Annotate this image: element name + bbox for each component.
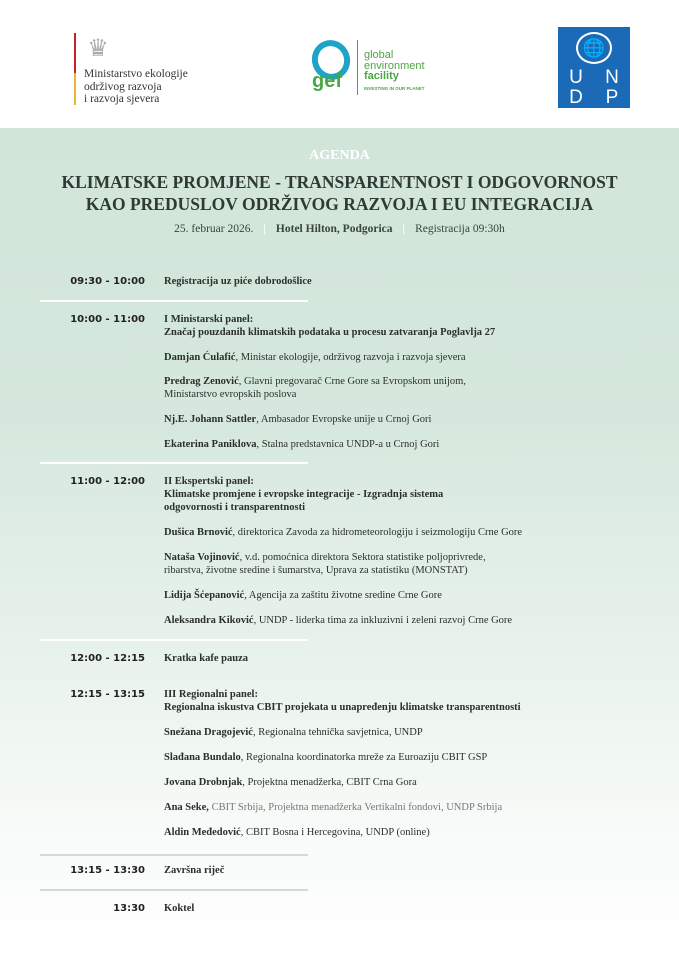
coat-of-arms-icon: ♛ xyxy=(87,36,109,62)
speaker-name: Ana Seke, xyxy=(164,802,209,813)
divider xyxy=(40,889,308,891)
header xyxy=(0,0,679,128)
speaker-role: , Ambasador Evropske unije u Crnoj Gori xyxy=(256,414,432,425)
panel-topic: odgovornosti i transparentnosti xyxy=(164,502,305,513)
page-title xyxy=(0,171,679,215)
session-time: 11:00 - 12:00 xyxy=(70,476,145,487)
undp-letter: N xyxy=(605,67,619,88)
speaker xyxy=(164,351,664,364)
panel-topic: Klimatske promjene i evropske integracije - Izgradnja sistema xyxy=(164,489,444,500)
gef-logo-word: gef xyxy=(312,70,342,92)
panel-name: III Regionalni panel: xyxy=(164,689,258,700)
speaker-role: , Agencija za zaštitu životne sredine Crne Gore xyxy=(244,590,442,601)
gef-line: global xyxy=(364,49,394,61)
speaker-name: Damjan Ćulafić xyxy=(164,352,236,363)
speaker-role: , Ministar ekologije, održivog razvoja i razvoja sjevera xyxy=(235,352,466,363)
un-emblem-icon: 🌐 xyxy=(576,32,612,64)
speaker-name: Dušica Brnović xyxy=(164,527,233,538)
divider xyxy=(40,639,308,641)
speaker-name: Nj.E. Johann Sattler xyxy=(164,414,257,425)
panel-name: II Ekspertski panel: xyxy=(164,476,254,487)
speaker xyxy=(164,413,664,426)
agenda-label: AGENDA xyxy=(309,148,370,163)
speaker-role: ribarstva, životne sredine i šumarstva, Uprava za statistiku (MONSTAT) xyxy=(164,565,468,576)
ministry-line: Ministarstvo ekologije xyxy=(84,68,188,80)
speaker xyxy=(164,438,664,451)
divider xyxy=(40,462,308,464)
divider xyxy=(40,854,308,856)
event-venue: Hotel Hilton, Podgorica xyxy=(275,223,393,235)
speaker-role: , Stalna predstavnica UNDP-a u Crnoj Gori xyxy=(256,439,440,450)
speaker-name: Lidija Šćepanović xyxy=(164,590,245,601)
panel-heading xyxy=(164,313,664,339)
speaker-name: Aldin Međedović xyxy=(164,827,241,838)
speaker-name: Predrag Zenović xyxy=(164,376,239,387)
registration-time: Registracija 09:30h xyxy=(415,223,505,235)
undp-letter: U xyxy=(569,67,583,88)
session-time: 12:00 - 12:15 xyxy=(70,653,145,664)
speaker xyxy=(164,526,664,539)
speaker-name: Nataša Vojinović xyxy=(164,552,240,563)
speaker-role: , Regionalna tehnička savjetnica, UNDP xyxy=(252,727,423,738)
speaker-name: Ekaterina Paniklova xyxy=(164,439,257,450)
undp-logo xyxy=(558,27,630,108)
speaker-name: Slađana Bundalo xyxy=(164,752,241,763)
gef-line: environment xyxy=(364,59,425,72)
ministry-line: održivog razvoja xyxy=(84,80,162,93)
speaker xyxy=(164,614,664,627)
speaker-role: , v.d. pomoćnica direktora Sektora statistike poljoprivrede, xyxy=(239,552,486,563)
panel-name: I Ministarski panel: xyxy=(164,314,254,325)
speaker-role: , Glavni pregovarač Crne Gore sa Evropskom unijom, xyxy=(238,376,466,387)
separator: | xyxy=(402,223,406,235)
ministry-line: i razvoja sjevera xyxy=(84,93,160,105)
speaker-role: , UNDP - liderka tima za inkluzivni i zeleni razvoj Crne Gore xyxy=(253,615,513,626)
session-time: 13:30 xyxy=(113,903,145,914)
separator: | xyxy=(263,223,266,235)
gef-divider xyxy=(357,40,358,95)
speaker xyxy=(164,801,664,814)
gef-tagline: INVESTING IN OUR PLANET xyxy=(364,85,425,91)
speaker xyxy=(164,826,664,839)
speaker xyxy=(164,589,664,602)
speaker-role: Ministarstvo evropskih poslova xyxy=(164,389,297,400)
panel-topic: Značaj pouzdanih klimatskih podataka u procesu zatvaranja Poglavlja 27 xyxy=(164,327,496,338)
session-title: Kratka kafe pauza xyxy=(164,653,248,664)
panel-heading xyxy=(164,688,664,714)
speaker-role: CBIT Srbija, Projektna menadžerka Vertikalni fondovi, UNDP Srbija xyxy=(208,802,503,813)
title-line: KLIMATSKE PROMJENE - TRANSPARENTNOST I ODGOVORNOST xyxy=(61,172,618,192)
ministry-logo-text xyxy=(84,68,188,106)
session-title: Koktel xyxy=(164,903,195,914)
session-time: 13:15 - 13:30 xyxy=(70,865,145,876)
session-title: Završna riječ xyxy=(164,865,225,876)
speaker-role: , direktorica Zavoda za hidrometeorologiju i seizmologiju Crne Gore xyxy=(232,527,523,538)
gef-logo-text xyxy=(364,50,425,92)
divider xyxy=(40,300,308,302)
speaker-role: , CBIT Bosna i Hercegovina, UNDP (online) xyxy=(240,827,430,838)
speaker xyxy=(164,551,664,577)
speaker xyxy=(164,776,664,789)
panel-topic: Regionalna iskustva CBIT projekata u unapređenju klimatske transparentnosti xyxy=(164,702,521,713)
speaker-role: , Regionalna koordinatorka mreže za Euroaziju CBIT GSP xyxy=(240,752,488,763)
title-line: KAO PREDUSLOV ODRŽIVOG RAZVOJA I EU INTEGRACIJA xyxy=(85,194,594,214)
speaker xyxy=(164,375,664,401)
event-meta xyxy=(0,223,679,235)
speaker-name: Snežana Dragojević xyxy=(164,727,253,738)
session-time: 10:00 - 11:00 xyxy=(70,314,145,325)
speaker xyxy=(164,751,664,764)
speaker-role: , Projektna menadžerka, CBIT Crna Gora xyxy=(242,777,417,788)
gef-line: facility xyxy=(364,70,399,82)
undp-letter: P xyxy=(605,87,619,108)
undp-letter: D xyxy=(569,87,583,108)
event-date: 25. februar 2026. xyxy=(174,223,254,235)
speaker-name: Jovana Drobnjak xyxy=(164,777,243,788)
speaker-name: Aleksandra Kiković xyxy=(164,615,254,626)
session-title: Registracija uz piće dobrodošlice xyxy=(164,276,312,287)
flag-stripe xyxy=(74,33,76,105)
session-time: 09:30 - 10:00 xyxy=(70,276,145,287)
session-time: 12:15 - 13:15 xyxy=(70,689,145,700)
panel-heading xyxy=(164,475,664,514)
speaker xyxy=(164,726,664,739)
